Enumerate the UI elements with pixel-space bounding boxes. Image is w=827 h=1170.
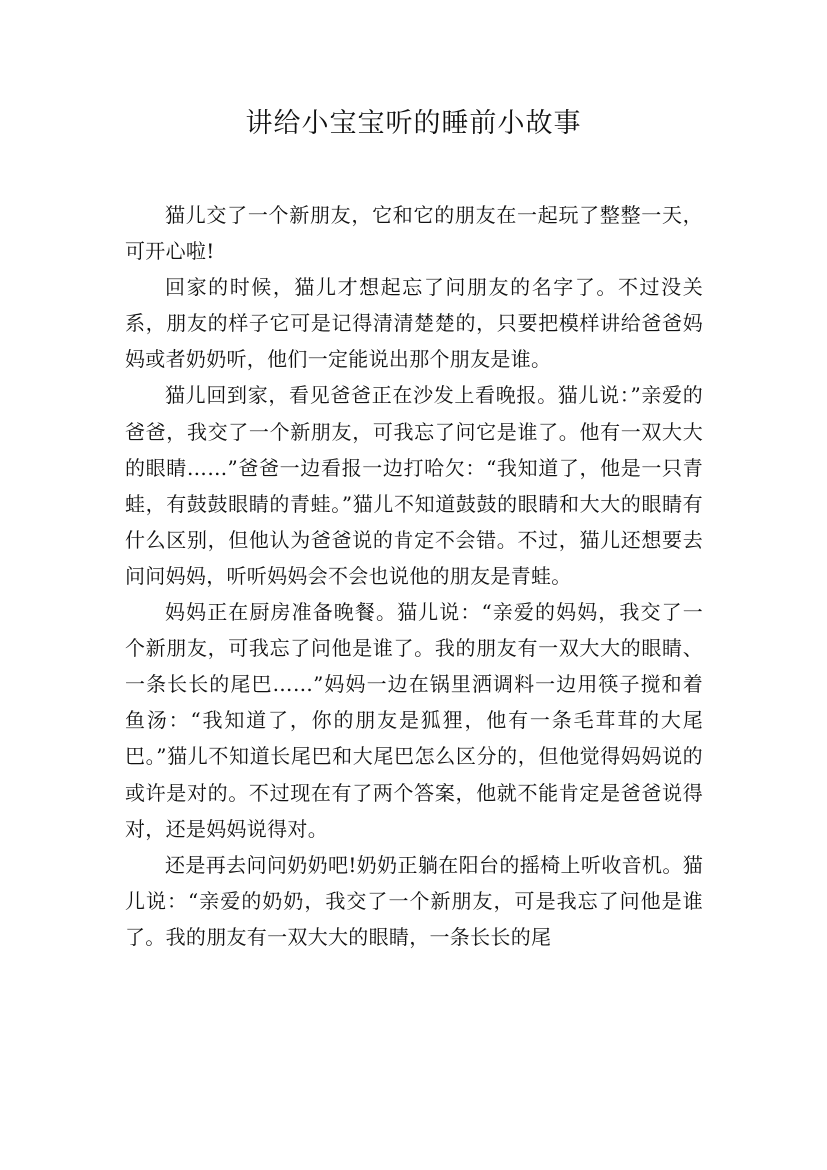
paragraph-1: 猫儿交了一个新朋友，它和它的朋友在一起玩了整整一天，可开心啦! xyxy=(125,203,703,264)
paragraph-5: 还是再去问问奶奶吧!奶奶正躺在阳台的摇椅上听收音机。猫儿说：“亲爱的奶奶，我交了一个新朋友，可是我忘了问他是谁了。我的朋友有一双大大的眼睛，一条长长的尾 xyxy=(125,852,703,949)
paragraph-4: 妈妈正在厨房准备晚餐。猫儿说：“亲爱的妈妈，我交了一个新朋友，可我忘了问他是谁了。我的朋友有一双大大的眼睛、一条长长的尾巴……”妈妈一边在锅里洒调料一边用筷子搅和着鱼汤：“我知道了，你的朋友是狐狸，他有一条毛茸茸的大尾巴。”猫儿不知道长尾巴和大尾巴怎么区分的，但他觉得妈妈说的或许是对的。不过现在有了两个答案，他就不能肯定是爸爸说得对，还是妈妈说得对。 xyxy=(125,600,703,841)
story-body xyxy=(125,197,703,955)
paragraph-3: 猫儿回到家，看见爸爸正在沙发上看晚报。猫儿说：”亲爱的爸爸，我交了一个新朋友，可我忘了问它是谁了。他有一双大大的眼睛……”爸爸一边看报一边打哈欠：“我知道了，他是一只青蛙，有鼓鼓眼睛的青蛙。”猫儿不知道鼓鼓的眼睛和大大的眼睛有什么区别，但他认为爸爸说的肯定不会错。不过，猫儿还想要去问问妈妈，听听妈妈会不会也说他的朋友是青蛙。 xyxy=(125,383,703,588)
paragraph-2: 回家的时候，猫儿才想起忘了问朋友的名字了。不过没关系，朋友的样子它可是记得清清楚楚的，只要把模样讲给爸爸妈妈或者奶奶听，他们一定能说出那个朋友是谁。 xyxy=(125,275,703,372)
document-title: 讲给小宝宝听的睡前小故事 xyxy=(245,108,582,139)
